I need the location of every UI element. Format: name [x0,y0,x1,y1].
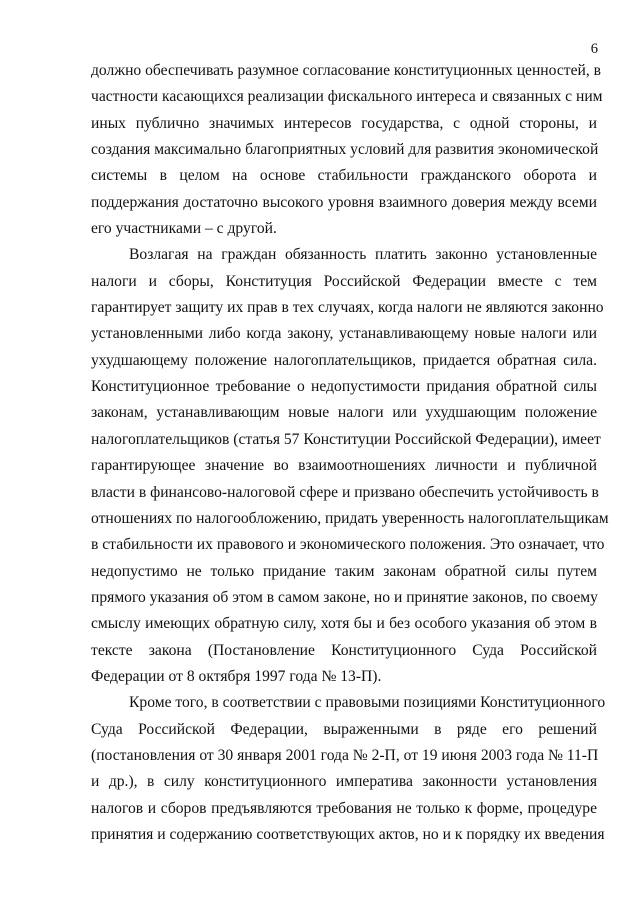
text-line: гарантирующее значение во взаимоотношениях личности и публичной [91,457,597,475]
text-line: гарантирует защиту их прав в тех случаях, когда налоги не являются законно [91,299,604,317]
text-line: в стабильности их правового и экономического положения. Это означает, что [91,536,605,554]
paragraph-first-line: Кроме того, в соответствии с правовыми позициями Конституционного [129,694,606,712]
text-line: частности касающихся реализации фискального интереса и связанных с ним [91,88,603,106]
text-line: налогоплательщиков (статья 57 Конституции Российской Федерации), имеет [91,430,601,448]
text-line: тексте закона (Постановление Конституционного Суда Российской [91,641,597,659]
text-line: Конституционное требование о недопустимости придания обратной силы [91,378,597,396]
text-line: системы в целом на основе стабильности гражданского оборота и [91,167,597,185]
paragraph-first-line: Возлагая на граждан обязанность платить законно установленные [129,246,597,264]
text-line: должно обеспечивать разумное согласование конституционных ценностей, в [91,62,602,79]
text-line: отношениях по налогообложению, придать уверенность налогоплательщикам [91,509,609,527]
text-line: Суда Российской Федерации, выраженными в ряде его решений [91,720,597,738]
text-line: законам, устанавливающим новые налоги или ухудшающим положение [91,404,597,422]
text-line: недопустимо не только придание таким законам обратной силы путем [91,562,597,580]
text-line: и др.), в силу конституционного императива законности установления [91,773,597,791]
text-line: смыслу имеющих обратную силу, хотя бы и без особого указания об этом в [91,615,597,633]
text-line: создания максимально благоприятных условий для развития экономической [91,141,599,159]
text-line: его участниками – с другой. [91,220,277,238]
text-line: налоги и сборы, Конституция Российской Федерации вместе с тем [91,272,597,290]
text-line: иных публично значимых интересов государства, с одной стороны, и [91,114,597,132]
page-number: 6 [590,41,598,57]
text-line: прямого указания об этом в самом законе, но и принятие законов, по своему [91,588,598,606]
text-line: принятия и содержанию соответствующих актов, но и к порядку их введения [91,825,605,843]
text-line: ухудшающему положение налогоплательщиков, придается обратная сила. [91,351,597,369]
text-line: Федерации от 8 октября 1997 года № 13-П). [91,667,382,685]
body-text [91,58,609,848]
text-line: (постановления от 30 января 2001 года № 2-П, от 19 июня 2003 года № 11-П [91,746,599,764]
text-line: налогов и сборов предъявляются требования не только к форме, процедуре [91,799,597,817]
text-line: установленными либо когда закону, устанавливающему новые налоги или [91,325,597,343]
text-line: власти в финансово-налоговой сфере и призвано обеспечить устойчивость в [91,483,599,501]
text-line: поддержания достаточно высокого уровня взаимного доверия между всеми [91,193,597,211]
